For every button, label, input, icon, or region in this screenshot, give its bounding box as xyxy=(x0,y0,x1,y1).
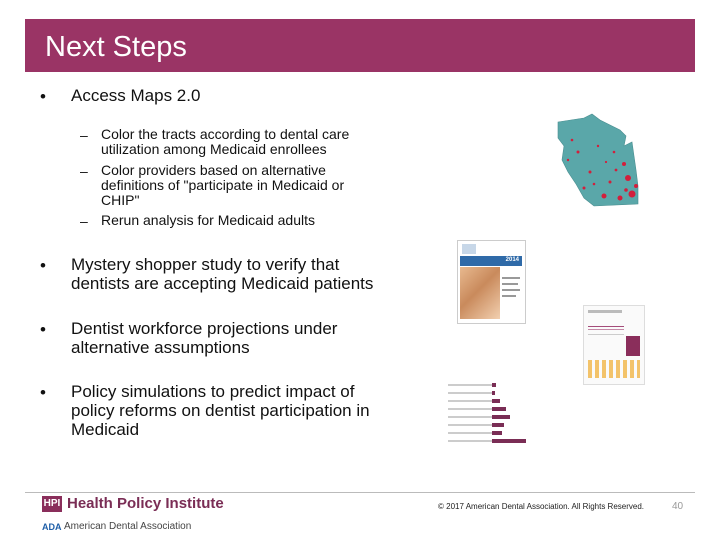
subbullet-rerun xyxy=(101,213,401,228)
hpi-logo: HPI xyxy=(42,496,62,512)
copyright-text: © 2017 American Dental Association. All Rights Reserved. xyxy=(438,502,644,511)
row-bar xyxy=(492,399,500,403)
bullet-marker: • xyxy=(40,87,46,106)
bullet-marker: • xyxy=(40,320,46,339)
row-bar xyxy=(492,383,496,387)
bullet-line: Policy simulations to predict impact of xyxy=(71,382,355,401)
institute-name: Health Policy Institute xyxy=(67,495,224,512)
policy-simulation-chart-image xyxy=(446,378,536,452)
subbullet-line: Color providers based on alternative xyxy=(101,162,326,178)
bullet-marker: • xyxy=(40,256,46,275)
row-bar xyxy=(492,407,506,411)
page-number: 40 xyxy=(672,501,684,512)
ada-logo: ADA xyxy=(42,522,62,532)
chart-callout-box xyxy=(626,336,640,356)
bullet-line: Dentist workforce projections under xyxy=(71,319,338,338)
report-text-line xyxy=(502,277,520,279)
chart-plot-area xyxy=(588,318,624,335)
bullet-mystery-shopper xyxy=(71,255,373,293)
report-text-line xyxy=(502,283,518,285)
bullet-workforce xyxy=(71,319,337,357)
row-label-line xyxy=(448,392,492,394)
bullet-policy-simulations xyxy=(71,382,370,439)
row-label-line xyxy=(448,424,492,426)
subbullet-line: utilization among Medicaid enrollees xyxy=(101,141,327,157)
bullet-line: Mystery shopper study to verify that xyxy=(71,255,340,274)
footer-divider xyxy=(25,492,695,493)
bullet-line: dentists are accepting Medicaid patients xyxy=(71,274,374,293)
row-bar xyxy=(492,415,510,419)
wisconsin-map-image xyxy=(554,112,644,212)
subbullet-color-providers xyxy=(101,163,401,208)
report-banner xyxy=(460,256,522,266)
row-bar xyxy=(492,423,504,427)
chart-bars xyxy=(588,360,640,378)
row-bar xyxy=(492,391,495,395)
subbullet-marker: – xyxy=(80,213,88,229)
bullet-access-maps: Access Maps 2.0 xyxy=(71,86,201,105)
chart-title-line xyxy=(588,310,622,313)
report-photo-image xyxy=(460,267,500,319)
row-label-line xyxy=(448,432,492,434)
row-label-line xyxy=(448,440,492,442)
report-text-line xyxy=(502,295,516,297)
report-text-line xyxy=(502,289,520,291)
title-bar xyxy=(25,19,695,72)
bullet-line: Medicaid xyxy=(71,420,140,439)
subbullet-line: Rerun analysis for Medicaid adults xyxy=(101,212,315,228)
row-label-line xyxy=(448,400,492,402)
report-logo-icon xyxy=(462,244,476,254)
bullet-line: alternative assumptions xyxy=(71,338,250,357)
subbullet-color-tracts xyxy=(101,127,401,157)
row-label-line xyxy=(448,384,492,386)
subbullet-line: definitions of "participate in Medicaid or xyxy=(101,177,345,193)
chart-line xyxy=(588,326,624,327)
workforce-chart-image xyxy=(583,305,645,385)
row-bar xyxy=(492,439,526,443)
subbullet-marker: – xyxy=(80,163,88,179)
report-cover-image xyxy=(457,240,526,324)
subbullet-line: Color the tracts according to dental care xyxy=(101,126,350,142)
subbullet-line: CHIP" xyxy=(101,192,140,208)
report-year-badge: 2014 xyxy=(505,257,519,263)
bullet-line: policy reforms on dentist participation in xyxy=(71,401,370,420)
bullet-marker: • xyxy=(40,383,46,402)
row-label-line xyxy=(448,416,492,418)
ada-name: American Dental Association xyxy=(64,521,192,532)
chart-line xyxy=(588,329,624,330)
row-label-line xyxy=(448,408,492,410)
slide-title: Next Steps xyxy=(45,31,187,63)
row-bar xyxy=(492,431,502,435)
subbullet-marker: – xyxy=(80,127,88,143)
